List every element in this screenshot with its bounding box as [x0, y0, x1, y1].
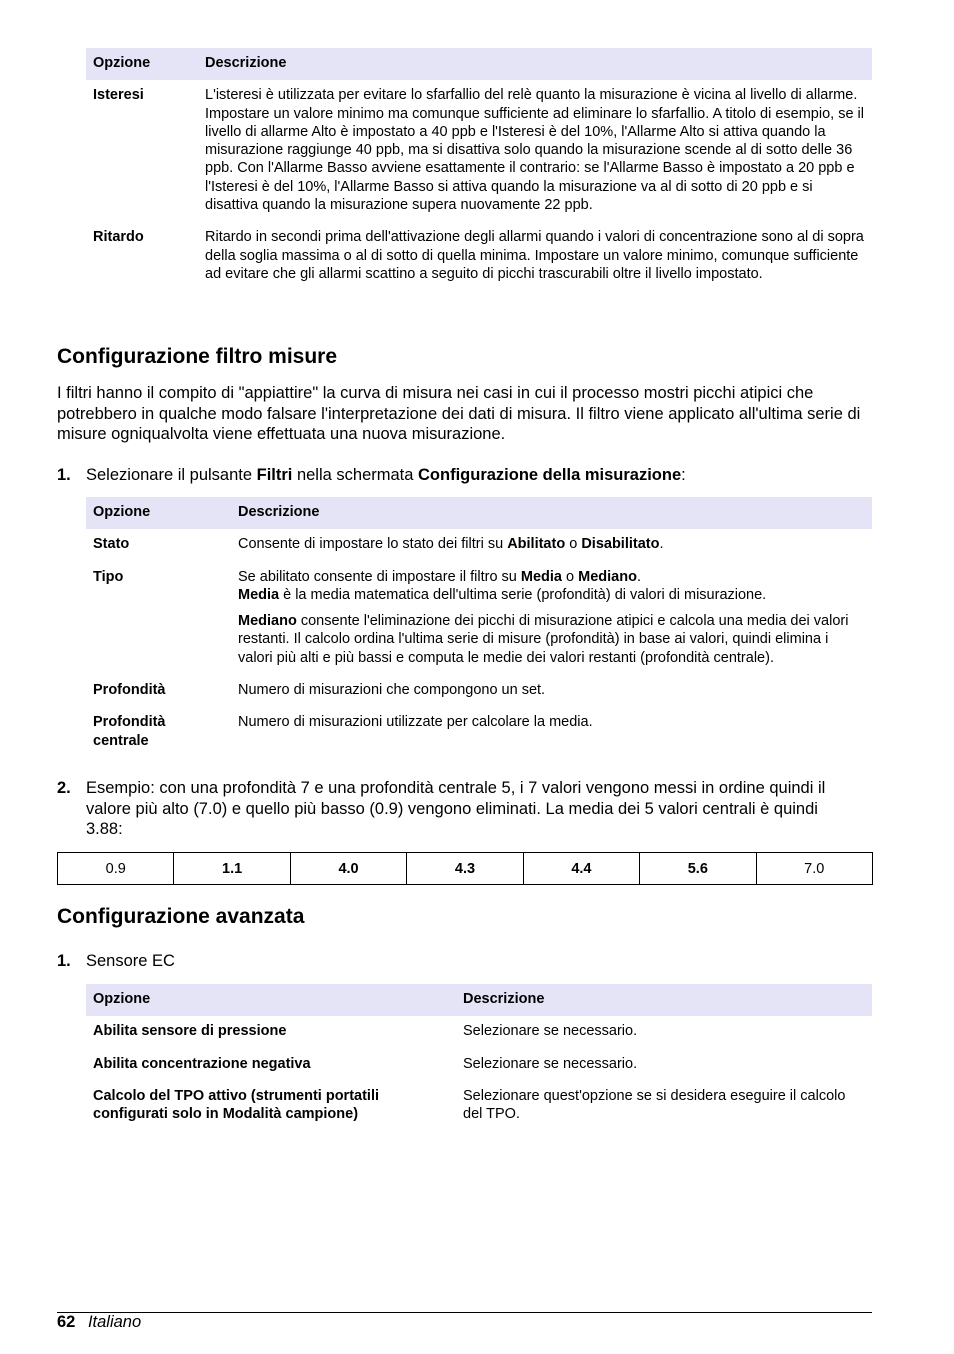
desc-bold: Abilitato — [507, 536, 566, 553]
step-number: 1. — [57, 466, 71, 484]
value-cell: 7.0 — [756, 853, 872, 885]
option-name: Abilita concentrazione negativa — [93, 1055, 311, 1072]
step-text: : — [681, 466, 686, 484]
option-description: Numero di misurazioni utilizzate per calcolare la media. — [238, 714, 593, 731]
step-text: Selezionare il pulsante — [86, 466, 257, 484]
value-cell: 4.4 — [523, 853, 639, 885]
step-number: 1. — [57, 952, 71, 970]
option-name: Tipo — [93, 568, 124, 585]
desc-bold: Media — [520, 568, 562, 585]
hysteresis-options-table — [86, 48, 872, 291]
option-description — [231, 529, 872, 561]
table-row — [58, 853, 873, 885]
option-description: L'isteresi è utilizzata per evitare lo sfarfallio del relè quanto la misurazione è vicina al livello di allarme. Impostare un valore minimo ma comunque sufficiente ad eliminare lo sfarfallio. A titolo di esempio, se il livello di allarme Alto è impostato a 40 ppb e l'Isteresi è del 10%, l'Allarme Alto si attiva quando la misurazione raggiunge 40 ppb, ma si disattiva solo quando la misurazione scende al di sotto delle 36 ppb. Con l'Allarme Basso avviene esattamente il contrario: se l'Allarme Basso è impostato a 20 ppb e l'Isteresi è del 10%, l'Allarme Basso si attiva quando la misurazione va al di sotto di 20 ppb e si disattiva quando la misurazione supera nuovamente 22 ppb. — [205, 87, 864, 214]
table-row — [86, 1049, 872, 1081]
filter-options-table — [86, 497, 872, 758]
table-row — [86, 562, 872, 675]
desc-text: è la media matematica dell'ultima serie (profondità) di valori di misurazione. — [279, 586, 767, 603]
desc-text: consente l'eliminazione dei picchi di misurazione atipici e calcola una media dei valori restanti. Il calcolo ordina l'ultima serie di misure (profondità) in base ai valori, quindi elimina i valori più alti e più bassi e computa le medie dei valori restanti (profondità centrale). — [238, 613, 849, 666]
table-row — [86, 529, 872, 561]
option-description: Ritardo in secondi prima dell'attivazione degli allarmi quando i valori di concentrazione sono al di sopra della soglia massima o al di sotto di quella minima. Impostare un valore minimo, comunque sufficiente ad evitare che gli allarmi scattino a seguito di picchi trascurabili oltre il livello impostato. — [205, 229, 864, 282]
screen-name: Configurazione della misurazione — [418, 466, 682, 484]
step-text: Sensore EC — [86, 952, 175, 970]
step-text: Esempio: con una profondità 7 e una profondità centrale 5, i 7 valori vengono messi in ordine quindi il valore più alto (7.0) e quello più basso (0.9) vengono eliminati. La media dei 5 valori centrali è quindi 3.88: — [86, 779, 826, 838]
desc-text: o — [562, 568, 579, 585]
advanced-options-table — [86, 984, 872, 1131]
option-description: Selezionare quest'opzione se si desidera eseguire il calcolo del TPO. — [463, 1087, 846, 1123]
option-description: Selezionare se necessario. — [463, 1023, 638, 1040]
footer-divider — [57, 1312, 872, 1313]
step-2-example — [57, 778, 869, 840]
desc-bold: Mediano — [238, 613, 297, 630]
table-row — [86, 707, 872, 758]
option-description — [231, 562, 872, 675]
table-row — [86, 80, 872, 222]
footer-language: Italiano — [87, 1313, 142, 1331]
table-row — [86, 1081, 872, 1132]
table-header-description: Descrizione — [231, 497, 872, 529]
option-name: Abilita sensore di pressione — [93, 1023, 287, 1040]
step-number: 2. — [57, 779, 71, 797]
page-number: 62 — [57, 1313, 76, 1331]
table-row — [86, 675, 872, 707]
value-cell: 0.9 — [58, 853, 174, 885]
table-row — [86, 222, 872, 291]
option-name: Profondità centrale — [93, 714, 166, 749]
section-title-advanced: Configurazione avanzata — [57, 905, 305, 928]
value-cell: 4.3 — [407, 853, 523, 885]
value-cell: 4.0 — [290, 853, 406, 885]
table-header-option: Opzione — [86, 48, 198, 80]
option-name: Ritardo — [93, 229, 144, 246]
filter-intro-paragraph: I filtri hanno il compito di "appiattire" la curva di misura nei casi in cui il processo mostri picchi atipici che potrebbero in qualche modo falsare l'interpretazione dei dati di misura. Il filtro viene applicato all'ultima serie di misure ogniqualvolta viene effettuata una nuova misurazione. — [57, 384, 861, 443]
value-cell: 5.6 — [640, 853, 756, 885]
option-name: Isteresi — [93, 87, 144, 104]
desc-text: Se abilitato consente di impostare il filtro su — [238, 568, 521, 585]
option-description: Numero di misurazioni che compongono un set. — [238, 682, 546, 699]
page-footer — [57, 1313, 141, 1332]
desc-text: . — [636, 568, 641, 585]
table-row — [86, 1016, 872, 1048]
option-name: Profondità — [93, 682, 166, 699]
desc-bold: Mediano — [578, 568, 637, 585]
desc-bold: Disabilitato — [581, 536, 660, 553]
example-values-table — [57, 852, 873, 885]
option-name: Calcolo del TPO attivo (strumenti portatili configurati solo in Modalità campione) — [93, 1087, 379, 1123]
value-cell: 1.1 — [174, 853, 290, 885]
option-description: Selezionare se necessario. — [463, 1055, 638, 1072]
section-title-filter: Configurazione filtro misure — [57, 345, 338, 368]
table-header-description: Descrizione — [456, 984, 872, 1016]
option-name: Stato — [93, 536, 130, 553]
desc-text: . — [659, 536, 664, 553]
filters-button-label: Filtri — [256, 466, 293, 484]
desc-text: o — [565, 536, 582, 553]
desc-text: Consente di impostare lo stato dei filtri su — [238, 536, 508, 553]
step-text: nella schermata — [292, 466, 419, 484]
table-header-option: Opzione — [86, 984, 456, 1016]
desc-bold: Media — [238, 586, 280, 603]
table-header-description: Descrizione — [198, 48, 872, 80]
table-header-option: Opzione — [86, 497, 231, 529]
